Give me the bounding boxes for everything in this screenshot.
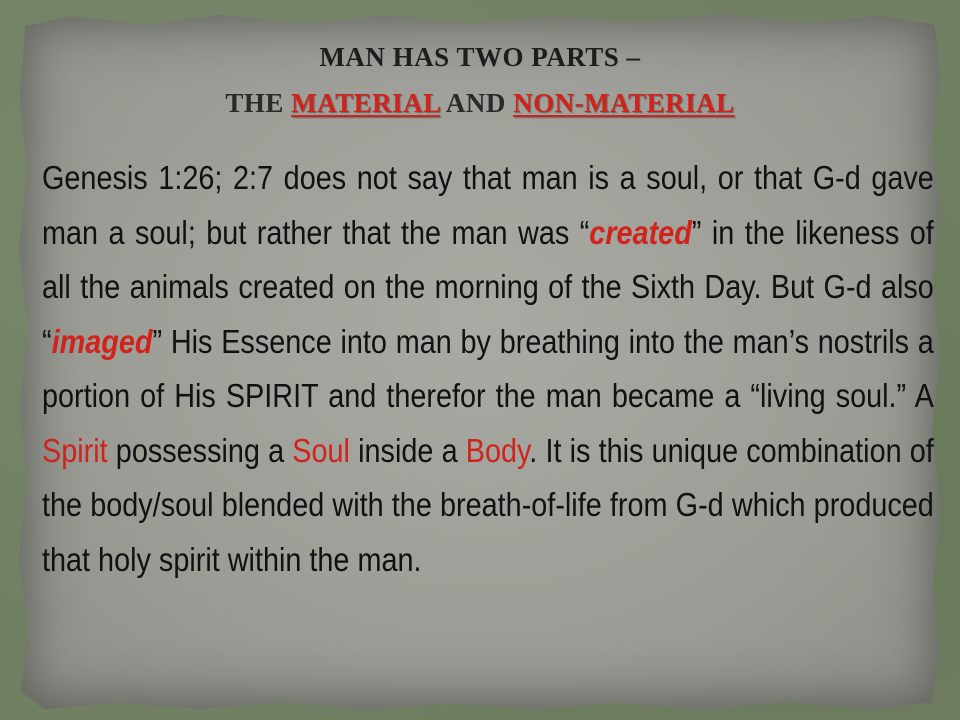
body-segment-5: inside a — [349, 432, 466, 470]
slide-title-line-2 — [0, 88, 960, 119]
word-body: Body — [465, 432, 530, 470]
body-segment-6: . It is this unique combination of the body/soul blended with the breath-of-life from G-d which produced that holy spirit within the man. — [42, 432, 934, 579]
body-segment-3: ” His Essence into man by breathing into the man’s nostrils a portion of His SPIRIT and therefor the man became a “living soul.” A — [42, 323, 934, 415]
body-segment-4: possessing a — [107, 432, 293, 470]
word-soul: Soul — [292, 432, 350, 470]
title-material: MATERIAL — [291, 88, 441, 118]
title-non-material: NON-MATERIAL — [513, 88, 735, 118]
word-spirit: Spirit — [42, 432, 108, 470]
word-imaged: imaged — [51, 323, 153, 361]
title-text: MAN HAS TWO PARTS – — [319, 42, 641, 72]
slide-title-line-1 — [0, 42, 960, 73]
title-and: AND — [440, 88, 514, 118]
body-paragraph — [42, 152, 934, 588]
body-segment-2: ” in the likeness of all the animals created on the morning of the Sixth Day. But G-d also “ — [42, 214, 934, 361]
title-prefix: THE — [225, 88, 292, 118]
word-created: created — [589, 214, 692, 252]
body-segment-1: Genesis 1:26; 2:7 does not say that man is a soul, or that G-d gave man a soul; but rather that the man was “ — [42, 160, 934, 252]
